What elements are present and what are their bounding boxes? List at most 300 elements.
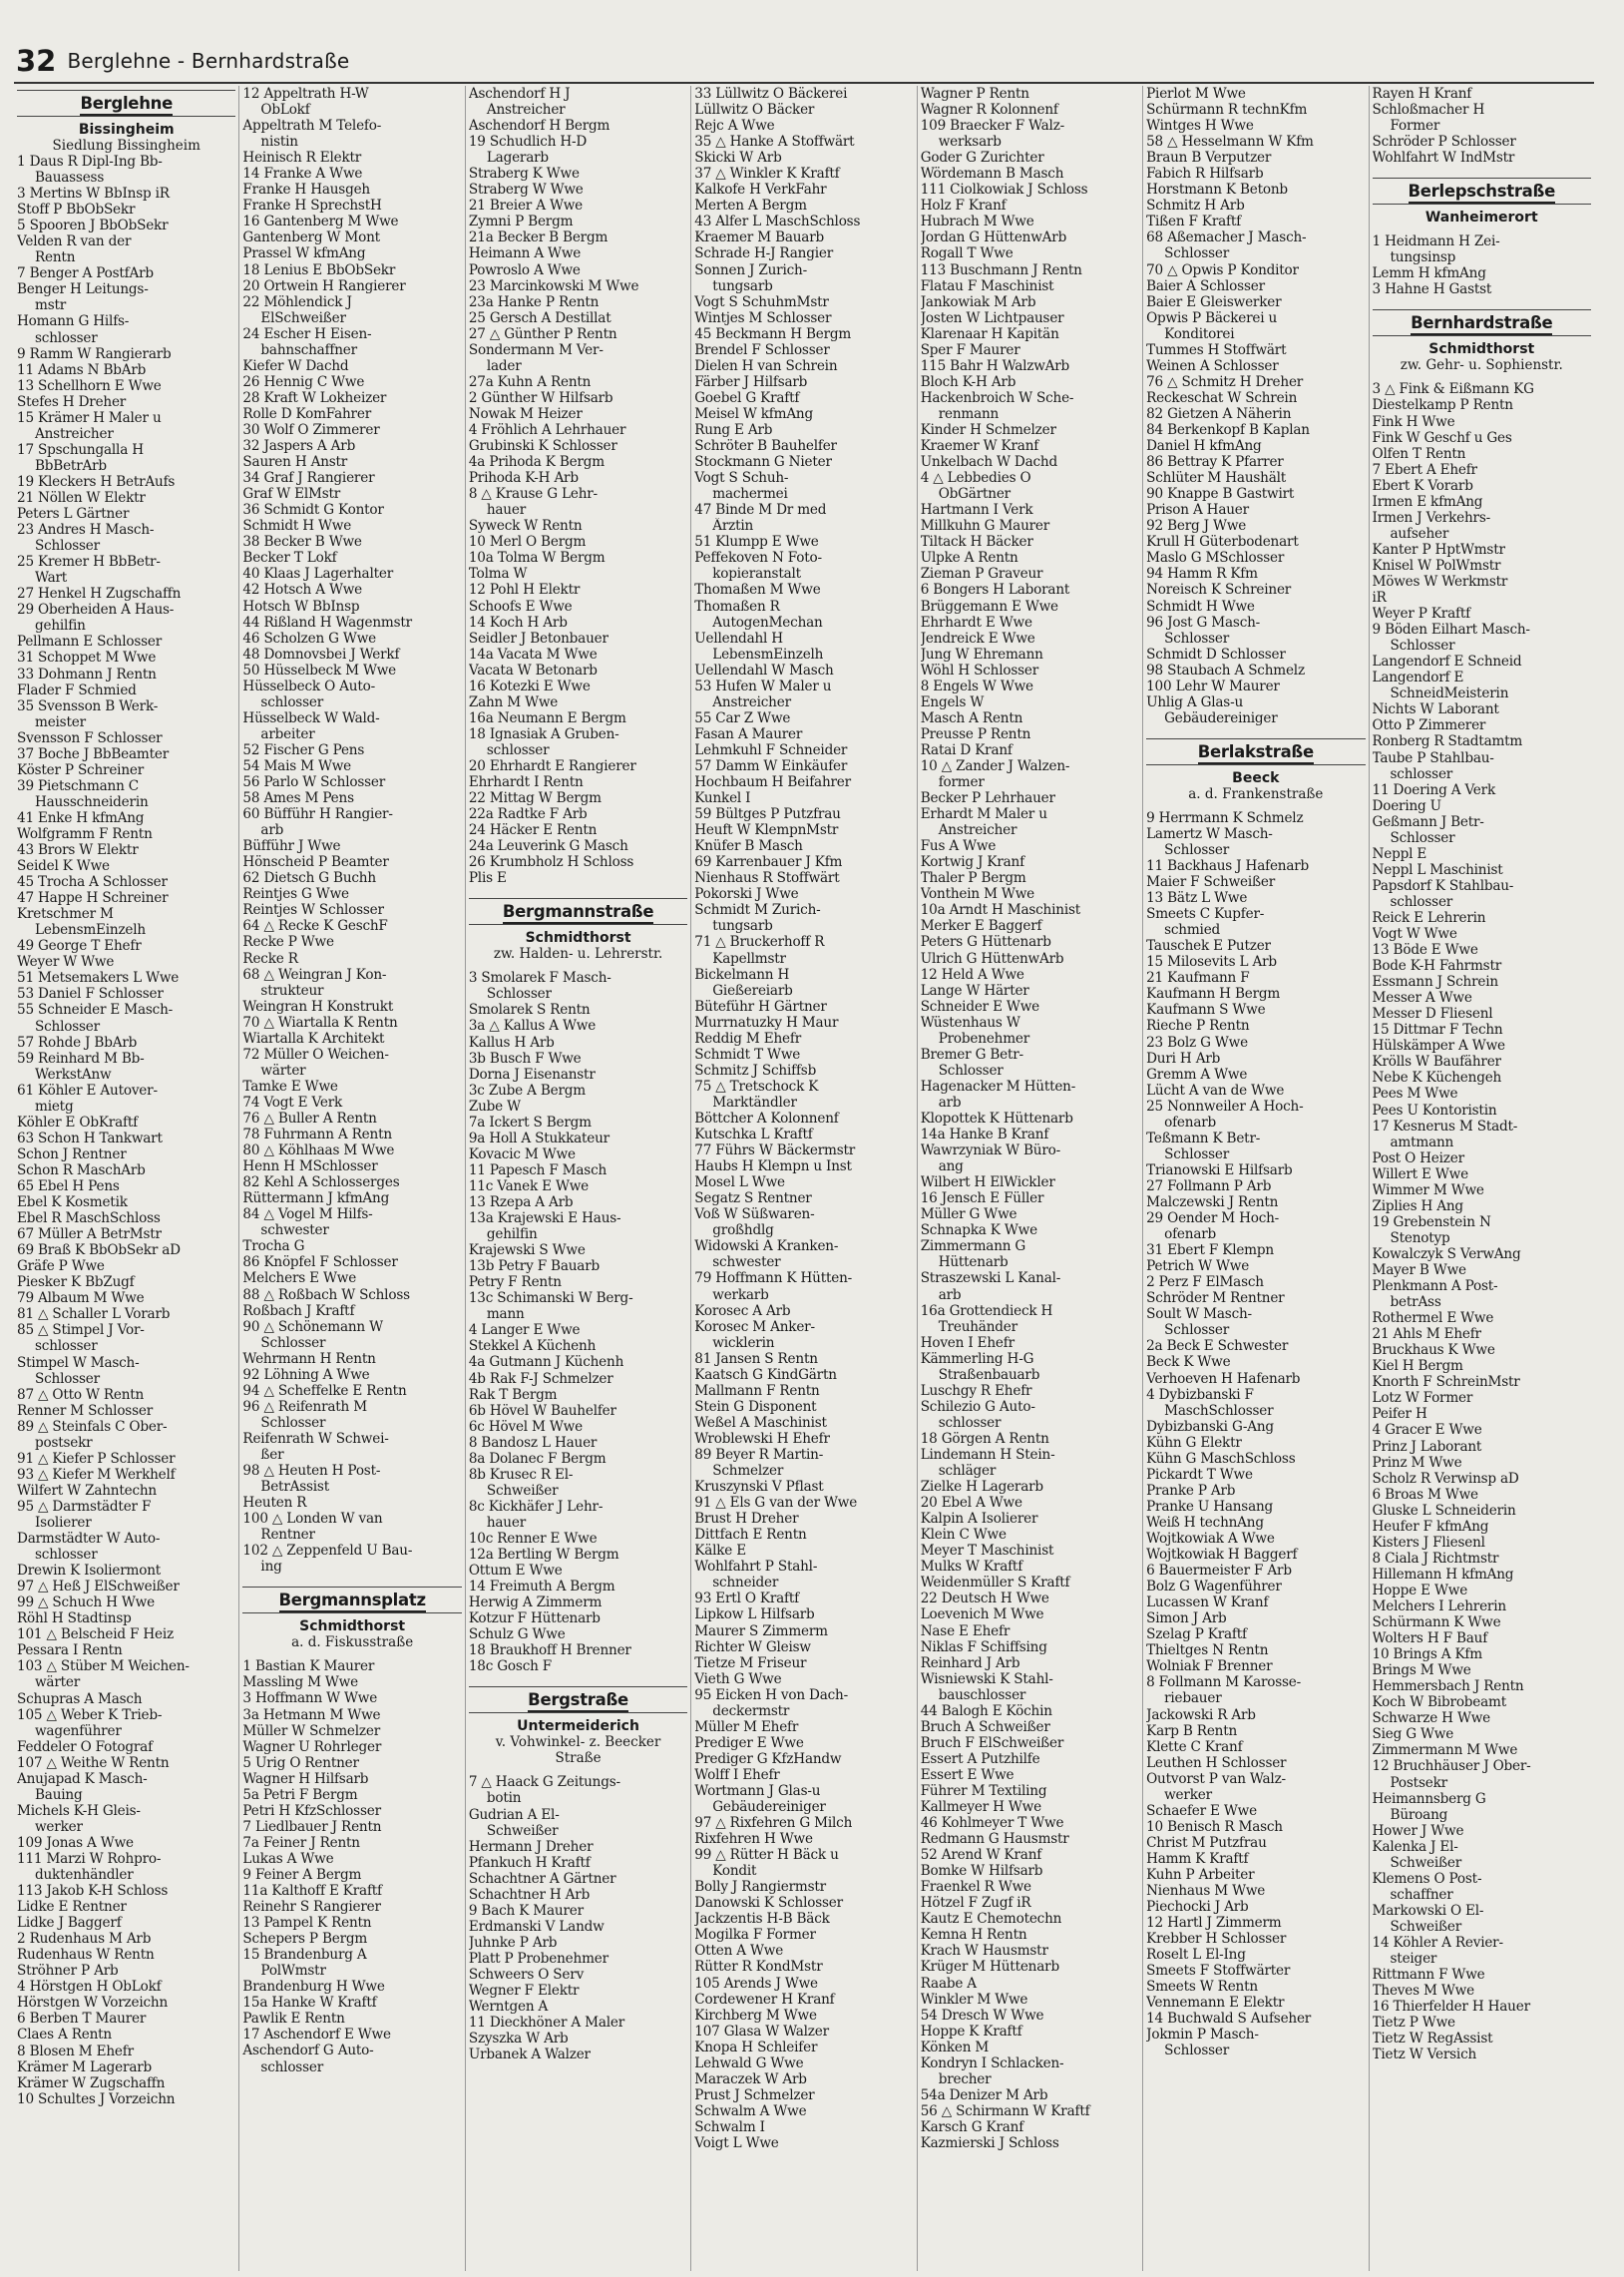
resident-entry: Otten A Wwe — [694, 1943, 784, 1960]
resident-entry: 12 Pohl H Elektr — [468, 582, 581, 599]
resident-entry: 99 △ Schuch H Wwe — [17, 1594, 155, 1611]
resident-entry: Ronberg R Stadtamtm — [1372, 733, 1523, 750]
resident-entry: 78 Fuhrmann A Rentn — [242, 1127, 392, 1143]
spacer — [469, 1766, 687, 1774]
resident-entry: 22 Möhlendick J — [242, 293, 352, 310]
resident-entry: 12 Hartl J Zimmerm — [1146, 1915, 1282, 1932]
resident-entry: Hönscheid P Beamter — [242, 854, 389, 871]
resident-entry: Reintjes G Wwe — [242, 886, 349, 903]
entry-continuation: werker — [1164, 1786, 1212, 1803]
resident-entry: 39 Pietschmann C — [17, 777, 139, 794]
resident-entry: 7a Ickert S Bergm — [468, 1114, 592, 1131]
street-name: Berlakstraße — [1198, 742, 1314, 764]
resident-entry: 23a Hanke P Rentn — [468, 293, 600, 310]
resident-entry: Renner M Schlosser — [17, 1402, 154, 1419]
resident-entry: Kunkel I — [694, 790, 751, 807]
resident-entry: 86 Knöpfel F Schlosser — [242, 1254, 398, 1271]
resident-entry: Weinen A Schlosser — [1146, 357, 1279, 374]
resident-entry: 15 Krämer H Maler u — [17, 409, 162, 426]
entry-continuation: Schlosser — [1164, 2043, 1230, 2059]
entry-continuation: deckermstr — [712, 1702, 790, 1719]
street-name: Berlepschstraße — [1409, 182, 1555, 204]
resident-entry: 56 △ Schirmann W Kraftf — [920, 2102, 1090, 2119]
resident-entry: Möwes W Werkmstr — [1372, 573, 1508, 590]
resident-entry: 8 △ Krause G Lehr- — [468, 486, 598, 503]
resident-entry: Benger H Leitungs- — [17, 281, 149, 298]
resident-entry: Knorth F SchreinMstr — [1372, 1374, 1520, 1391]
resident-entry: 59 Reinhard M Bb- — [17, 1050, 145, 1067]
resident-entry: 41 Enke H kfmAng — [17, 809, 145, 826]
resident-entry: Goder G Zurichter — [920, 150, 1044, 167]
resident-entry: Aschendorf H J — [468, 86, 571, 102]
resident-entry: Sieg G Wwe — [1372, 1726, 1454, 1743]
entry-continuation: gehilfin — [486, 1226, 538, 1243]
resident-entry: Hötzel F Zugf iR — [920, 1895, 1031, 1912]
spacer — [1373, 226, 1591, 233]
resident-entry: Reinhard J Arb — [920, 1654, 1020, 1671]
resident-entry: 19 Grebenstein N — [1372, 1213, 1491, 1230]
resident-entry: Kovacic M Wwe — [468, 1145, 576, 1162]
resident-entry: 21 Nöllen W Elektr — [17, 489, 146, 506]
resident-entry: 23 Andres H Masch- — [17, 522, 155, 539]
resident-entry: Büfführ J Wwe — [242, 838, 341, 855]
resident-entry: Wördemann B Masch — [920, 166, 1064, 183]
district-heading: Schmidthorst — [525, 930, 631, 947]
district-subtitle: Straße — [555, 1750, 602, 1767]
resident-entry: Krölls W Baufährer — [1372, 1054, 1501, 1071]
resident-entry: Bode K-H Fahrmstr — [1372, 958, 1502, 975]
resident-entry: 48 Domnovsbei J Werkf — [242, 646, 400, 663]
resident-entry: Pawlik E Rentn — [242, 2011, 345, 2028]
entry-continuation: bauschlosser — [938, 1686, 1026, 1703]
street-heading — [1146, 738, 1365, 765]
resident-entry: 53 Hufen W Maler u — [694, 678, 832, 694]
resident-entry: 93 Ertl O Kraftf — [694, 1591, 799, 1607]
resident-entry: Aschendorf H Bergm — [468, 118, 610, 135]
resident-entry: Rejc A Wwe — [694, 118, 775, 135]
resident-entry: Tauschek E Putzer — [1146, 938, 1271, 955]
resident-entry: Lotz W Former — [1372, 1390, 1473, 1407]
resident-entry: 8 Blosen M Ehefr — [17, 2043, 134, 2059]
resident-entry: Reckeschat W Schrein — [1146, 389, 1298, 406]
resident-entry: Tietz W Versich — [1372, 2047, 1477, 2063]
entry-continuation: schneider — [712, 1575, 779, 1592]
resident-entry: 77 Führs W Bäckermstr — [694, 1142, 856, 1159]
resident-entry: Langendorf E Schneid — [1372, 654, 1522, 671]
resident-entry: Kraemer W Kranf — [920, 438, 1039, 455]
resident-entry: Smolarek S Rentn — [468, 1002, 591, 1019]
street-heading — [1373, 178, 1591, 205]
resident-entry: Reinehr S Rangierer — [242, 1899, 381, 1916]
resident-entry: Opwis P Bäckerei u — [1146, 309, 1278, 326]
resident-entry: Mayer B Wwe — [1372, 1262, 1466, 1278]
entry-continuation: BbBetrArb — [35, 457, 107, 474]
resident-entry: Stoff P BbObSekr — [17, 202, 136, 219]
resident-entry: Lehwald G Wwe — [694, 2054, 804, 2071]
resident-entry: 44 Rißland H Wagenmstr — [242, 614, 412, 631]
resident-entry: Bruch F ElSchweißer — [920, 1734, 1064, 1751]
resident-entry: 5a Petri F Bergm — [242, 1786, 358, 1803]
resident-entry: 17 Spschungalla H — [17, 441, 144, 458]
resident-entry: Klette C Kranf — [1146, 1738, 1243, 1755]
resident-entry: 70 △ Wiartalla K Rentn — [242, 1014, 398, 1031]
resident-entry: 11 Adams N BbArb — [17, 361, 147, 378]
resident-entry: Millkuhn G Maurer — [920, 518, 1050, 535]
resident-entry: 29 Oberheiden A Haus- — [17, 602, 175, 619]
resident-entry: Rüttermann J kfmAng — [242, 1190, 390, 1207]
resident-entry: Uellendahl W Masch — [694, 662, 834, 679]
resident-entry: Kutschka L Kraftf — [694, 1127, 813, 1143]
resident-entry: Brust H Dreher — [694, 1511, 799, 1528]
column-4 — [691, 86, 917, 2271]
spacer — [242, 1575, 461, 1583]
entry-continuation: werker — [35, 1818, 83, 1835]
resident-entry: Mosel L Wwe — [694, 1174, 785, 1191]
resident-entry: Kortwig J Kranf — [920, 854, 1024, 871]
resident-entry: Krämer W Zugschaffn — [17, 2074, 166, 2091]
resident-entry: 99 △ Rütter H Bäck u — [694, 1847, 839, 1864]
resident-entry: Klarenaar H Kapitän — [920, 325, 1059, 342]
resident-entry: 6 Berben T Maurer — [17, 2011, 147, 2028]
resident-entry: Straszewski L Kanal- — [920, 1270, 1061, 1287]
resident-entry: Ulpke A Rentn — [920, 550, 1018, 567]
resident-entry: 35 Svensson B Werk- — [17, 697, 159, 714]
resident-entry: Wagner U Rohrleger — [242, 1738, 382, 1755]
resident-entry: Post O Heizer — [1372, 1149, 1464, 1166]
resident-entry: Hochbaum H Beifahrer — [694, 774, 851, 791]
resident-entry: Jung W Ehremann — [920, 646, 1043, 663]
resident-entry: 8a Dolanec F Bergm — [468, 1450, 607, 1467]
resident-entry: Schwalm I — [694, 2118, 765, 2135]
spacer — [242, 1650, 461, 1658]
resident-entry: Jackowski R Arb — [1146, 1706, 1256, 1723]
entry-continuation: nistin — [260, 134, 298, 151]
resident-entry: 5 Spooren J BbObSekr — [17, 218, 169, 234]
street-name: Bergmannstraße — [503, 902, 653, 924]
resident-entry: Hoven I Ehefr — [920, 1334, 1015, 1351]
resident-entry: 8 Bandosz L Hauer — [468, 1434, 598, 1451]
entry-continuation: AutogenMechan — [712, 614, 823, 631]
resident-entry: 87 △ Otto W Rentn — [17, 1386, 145, 1403]
resident-entry: Schaefer E Wwe — [1146, 1802, 1257, 1819]
entry-continuation: WerkstAnw — [35, 1066, 112, 1083]
resident-entry: 2a Beck E Schwester — [1146, 1338, 1289, 1355]
resident-entry: Gantenberg W Mont — [242, 229, 380, 246]
resident-entry: 3 Mertins W BbInsp iR — [17, 186, 170, 203]
resident-entry: Essert E Wwe — [920, 1766, 1015, 1783]
resident-entry: Lukas A Wwe — [242, 1850, 334, 1867]
resident-entry: 38 Becker B Wwe — [242, 534, 362, 551]
entry-continuation: machermei — [712, 486, 788, 503]
entry-continuation: werksarb — [938, 134, 1002, 151]
resident-entry: Karsch G Kranf — [920, 2118, 1024, 2135]
resident-entry: 34 Graf J Rangierer — [242, 470, 375, 487]
resident-entry: 4a Gutmann J Küchenh — [468, 1354, 624, 1371]
resident-entry: 65 Ebel H Pens — [17, 1178, 120, 1194]
resident-entry: Wimmer M Wwe — [1372, 1181, 1484, 1198]
resident-entry: Krebber H Schlosser — [1146, 1931, 1287, 1948]
entry-continuation: Schweißer — [486, 1482, 559, 1499]
district-subtitle: a. d. Frankenstraße — [1188, 785, 1324, 802]
resident-entry: Pfankuch H Kraftf — [468, 1854, 591, 1871]
resident-entry: Nienhaus M Wwe — [1146, 1883, 1266, 1900]
resident-entry: Josten W Lichtpauser — [920, 309, 1064, 326]
resident-entry: Prinz M Wwe — [1372, 1454, 1462, 1471]
resident-entry: Führer M Textiling — [920, 1782, 1047, 1799]
resident-entry: Zahn M Wwe — [468, 693, 559, 710]
resident-entry: 20 Ebel A Wwe — [920, 1495, 1022, 1512]
resident-entry: 102 △ Zeppenfeld U Bau- — [242, 1543, 413, 1560]
resident-entry: Henn H MSchlosser — [242, 1158, 378, 1175]
resident-entry: Neppl E — [1372, 845, 1427, 862]
resident-entry: Stein G Disponent — [694, 1398, 817, 1415]
entry-continuation: Schlosser — [35, 1018, 100, 1035]
resident-entry: Schwalm A Wwe — [694, 2102, 807, 2119]
resident-entry: 105 Arends J Wwe — [694, 1975, 818, 1992]
resident-entry: 68 Aßemacher J Masch- — [1146, 229, 1307, 246]
resident-entry: Jokmin P Masch- — [1146, 2027, 1259, 2044]
entry-continuation: Schlosser — [1164, 1322, 1230, 1339]
entry-continuation: meister — [35, 713, 86, 730]
resident-entry: Sauren H Anstr — [242, 454, 348, 471]
resident-entry: Michels K-H Gleis- — [17, 1802, 141, 1819]
resident-entry: Tamke E Wwe — [242, 1078, 338, 1095]
resident-entry: Wolfgramm F Rentn — [17, 825, 153, 842]
resident-entry: Wolniak F Brenner — [1146, 1658, 1273, 1675]
resident-entry: 32 Jaspers A Arb — [242, 438, 356, 455]
resident-entry: Doering U — [1372, 797, 1441, 814]
resident-entry: Duri H Arb — [1146, 1050, 1221, 1067]
resident-entry: Klemens O Post- — [1372, 1870, 1482, 1887]
resident-entry: 4b Rak F-J Schmelzer — [468, 1370, 613, 1387]
entry-continuation: arbeiter — [260, 725, 315, 742]
resident-entry: 81 Jansen S Rentn — [694, 1350, 818, 1367]
resident-entry: Petrich W Wwe — [1146, 1258, 1250, 1275]
resident-entry: Hartmann I Verk — [920, 502, 1033, 519]
resident-entry: 56 Parlo W Schlosser — [242, 774, 386, 791]
resident-entry: Schon J Rentner — [17, 1145, 127, 1162]
entry-continuation: Schlosser — [1164, 630, 1230, 647]
district-subtitle: v. Vohwinkel- z. Beecker — [495, 1734, 661, 1751]
resident-entry: 25 Gersch A Destillat — [468, 309, 611, 326]
resident-entry: Karp B Rentn — [1146, 1722, 1238, 1739]
resident-entry: 4 Fröhlich A Lehrhauer — [468, 421, 626, 438]
resident-entry: 9a Holl A Stukkateur — [468, 1130, 609, 1146]
resident-entry: Heufer F kfmAng — [1372, 1518, 1489, 1535]
resident-entry: Hower J Wwe — [1372, 1822, 1464, 1839]
entry-continuation: Hausschneiderin — [35, 793, 149, 810]
entry-continuation: postsekr — [35, 1434, 93, 1451]
entry-continuation: PolWmstr — [260, 1963, 326, 1980]
resident-entry: Willert E Wwe — [1372, 1165, 1468, 1182]
resident-entry: Flader F Schmied — [17, 682, 137, 698]
resident-entry: Schachtner A Gärtner — [468, 1870, 616, 1887]
resident-entry: Irmen E kfmAng — [1372, 493, 1483, 510]
resident-entry: Klopottek K Hüttenarb — [920, 1111, 1073, 1127]
resident-entry: 12 Held A Wwe — [920, 966, 1024, 983]
resident-entry: Schwarze H Wwe — [1372, 1710, 1491, 1727]
resident-entry: Müller G Wwe — [920, 1206, 1017, 1223]
resident-entry: 85 △ Stimpel J Vor- — [17, 1322, 145, 1339]
resident-entry: 76 △ Buller A Rentn — [242, 1111, 377, 1127]
resident-entry: Schachtner H Arb — [468, 1886, 591, 1903]
resident-entry: Kalenka J El- — [1372, 1838, 1458, 1855]
entry-continuation: wärter — [260, 1062, 306, 1079]
resident-entry: Rak T Bergm — [468, 1386, 558, 1403]
resident-entry: 58 △ Hesselmann W Kfm — [1146, 134, 1314, 151]
resident-entry: Nienhaus R Stoffwärt — [694, 870, 840, 887]
resident-entry: 96 Jost G Masch- — [1146, 614, 1261, 631]
resident-entry: Uellendahl H — [694, 630, 783, 647]
district-heading: Bissingheim — [78, 122, 175, 138]
resident-entry: 14a Hanke B Kranf — [920, 1127, 1049, 1143]
resident-entry: Peters G Hüttenarb — [920, 934, 1051, 951]
resident-entry: Hermann J Dreher — [468, 1838, 594, 1855]
resident-entry: Platt P Probenehmer — [468, 1950, 609, 1967]
resident-entry: 6c Hövel M Wwe — [468, 1418, 583, 1435]
resident-entry: 62 Dietsch G Buchh — [242, 870, 376, 887]
entry-continuation: ObGärtner — [938, 486, 1011, 503]
resident-entry: 84 Berkenkopf B Kaplan — [1146, 421, 1310, 438]
resident-entry: Kiefer W Dachd — [242, 357, 349, 374]
entry-continuation: Probenehmer — [938, 1030, 1030, 1047]
resident-entry: Becker T Lokf — [242, 550, 337, 567]
resident-entry: 4 △ Lebbedies O — [920, 470, 1031, 487]
spacer — [469, 962, 687, 970]
resident-entry: Kallus H Arb — [468, 1034, 555, 1051]
resident-entry: Roßbach J Kraftf — [242, 1302, 355, 1319]
resident-entry: Feddeler O Fotograf — [17, 1738, 153, 1755]
resident-entry: 12 Appeltrath H-W — [242, 86, 369, 102]
entry-continuation: schlosser — [1390, 893, 1453, 910]
resident-entry: 18 Ignasiak A Gruben- — [468, 725, 619, 742]
resident-entry: Noreisch K Schreiner — [1146, 582, 1292, 599]
resident-entry: Schon R MaschArb — [17, 1161, 146, 1178]
resident-entry: Dittfach E Rentn — [694, 1527, 807, 1544]
resident-entry: Gluske L Schneiderin — [1372, 1502, 1516, 1519]
resident-entry: Kühn G MaschSchloss — [1146, 1450, 1296, 1467]
resident-entry: Bolz G Wagenführer — [1146, 1579, 1282, 1595]
resident-entry: 43 Brors W Elektr — [17, 842, 139, 859]
resident-entry: Hamm K Kraftf — [1146, 1850, 1249, 1867]
resident-entry: 3a Hetmann M Wwe — [242, 1706, 381, 1723]
resident-entry: 16a Neumann E Bergm — [468, 709, 626, 726]
entry-continuation: Schlosser — [1164, 841, 1230, 858]
resident-entry: Schmidt M Zurich- — [694, 902, 821, 919]
resident-entry: Rittmann F Wwe — [1372, 1967, 1485, 1984]
resident-entry: 107 △ Weithe W Rentn — [17, 1754, 170, 1771]
resident-entry: Prust J Schmelzer — [694, 2086, 815, 2103]
resident-entry: Seidel K Wwe — [17, 858, 110, 875]
resident-entry: Loevenich M Wwe — [920, 1606, 1044, 1623]
entry-continuation: ofenarb — [1164, 1226, 1217, 1243]
resident-entry: 10a Arndt H Maschinist — [920, 902, 1080, 919]
resident-entry: 24a Leuverink G Masch — [468, 838, 628, 855]
resident-entry: Richter W Gleisw — [694, 1638, 811, 1655]
resident-entry: Ratai D Kranf — [920, 741, 1013, 758]
resident-entry: Trianowski E Hilfsarb — [1146, 1161, 1293, 1178]
entry-continuation: großhdlg — [712, 1222, 774, 1239]
entry-continuation: schläger — [938, 1463, 997, 1480]
resident-entry: Schloßmacher H — [1372, 102, 1485, 119]
resident-entry: Zymni P Bergm — [468, 214, 574, 230]
resident-entry: Stockmann G Nieter — [694, 454, 832, 471]
entry-continuation: LebensmEinzelh — [35, 922, 146, 939]
entry-continuation: Schweißer — [486, 1822, 559, 1839]
resident-entry: 37 Boche J BbBeamter — [17, 745, 170, 762]
resident-entry: 21 Ahls M Ehefr — [1372, 1326, 1481, 1343]
resident-entry: 3b Busch F Wwe — [468, 1050, 582, 1067]
resident-entry: Recke P Wwe — [242, 934, 334, 951]
entry-continuation: Schlosser — [1390, 829, 1455, 846]
resident-entry: Lindemann H Stein- — [920, 1446, 1055, 1463]
resident-entry: Tietz P Wwe — [1372, 2015, 1455, 2032]
resident-entry: 20 Ortwein H Rangierer — [242, 277, 406, 294]
resident-entry: 10 Merl O Bergm — [468, 534, 587, 551]
resident-entry: Stefes H Dreher — [17, 393, 127, 410]
resident-entry: Wilfert W Zahntechn — [17, 1482, 157, 1499]
resident-entry: 57 Rohde J BbArb — [17, 1034, 138, 1051]
entry-continuation: schlosser — [486, 741, 550, 758]
entry-continuation: Schlosser — [938, 1062, 1004, 1079]
resident-entry: 3c Zube A Bergm — [468, 1082, 586, 1099]
resident-entry: Fasan A Maurer — [694, 725, 803, 742]
resident-entry: 57 Damm W Einkäufer — [694, 757, 848, 774]
resident-entry: Juhnke P Arb — [468, 1934, 558, 1951]
resident-entry: Melchers E Wwe — [242, 1270, 357, 1287]
resident-entry: Dorna J Eisenanstr — [468, 1066, 596, 1083]
entry-continuation: Marktändler — [712, 1094, 797, 1111]
resident-entry: Baier A Schlosser — [1146, 277, 1265, 294]
resident-entry: Rixfehren H Wwe — [694, 1831, 813, 1848]
resident-entry: Prediger E Wwe — [694, 1734, 804, 1751]
resident-entry: 74 Vogt E Verk — [242, 1094, 343, 1111]
entry-continuation: schwester — [260, 1222, 329, 1239]
resident-entry: Hubrach M Wwe — [920, 214, 1034, 230]
resident-entry: Ebert K Vorarb — [1372, 477, 1473, 494]
resident-entry: 11 Doering A Verk — [1372, 781, 1495, 798]
resident-entry: 3 △ Fink & Eißmann KG — [1372, 381, 1534, 398]
entry-continuation: LebensmEinzelh — [712, 646, 824, 663]
resident-entry: Diestelkamp P Rentn — [1372, 397, 1513, 414]
resident-entry: 11 Papesch F Masch — [468, 1161, 608, 1178]
resident-entry: Drewin K Isoliermont — [17, 1563, 162, 1580]
resident-entry: Gremm A Wwe — [1146, 1066, 1248, 1083]
resident-entry: Lemm H kfmAng — [1372, 265, 1486, 282]
district-subtitle: a. d. Fiskusstraße — [291, 1634, 414, 1651]
resident-entry: 69 Braß K BbObSekr aD — [17, 1242, 181, 1259]
resident-entry: Rieche P Rentn — [1146, 1018, 1250, 1035]
resident-entry: Straberg K Wwe — [468, 166, 580, 183]
resident-entry: Zieman P Graveur — [920, 566, 1043, 583]
resident-entry: Fink W Geschf u Ges — [1372, 429, 1512, 446]
resident-entry: Appeltrath M Telefo- — [242, 118, 382, 135]
resident-entry: Wroblewski H Ehefr — [694, 1430, 830, 1447]
resident-entry: Claes A Rentn — [17, 2027, 112, 2044]
entry-continuation: schlosser — [938, 1414, 1002, 1431]
resident-entry: 64 △ Recke K GeschF — [242, 918, 388, 935]
resident-entry: Unkelbach W Dachd — [920, 454, 1057, 471]
resident-entry: 103 △ Stüber M Weichen- — [17, 1658, 190, 1675]
resident-entry: Prinz J Laborant — [1372, 1438, 1482, 1455]
resident-entry: 16 Gantenberg M Wwe — [242, 214, 399, 230]
resident-entry: Hackenbroich W Sche- — [920, 389, 1074, 406]
entry-continuation: SchneidMeisterin — [1390, 685, 1509, 702]
resident-entry: Wawrzyniak W Büro- — [920, 1142, 1061, 1159]
resident-entry: 2 Perz F ElMasch — [1146, 1274, 1264, 1291]
resident-entry: 11a Kalthoff E Kraftf — [242, 1883, 382, 1900]
entry-continuation: arb — [938, 1286, 962, 1303]
